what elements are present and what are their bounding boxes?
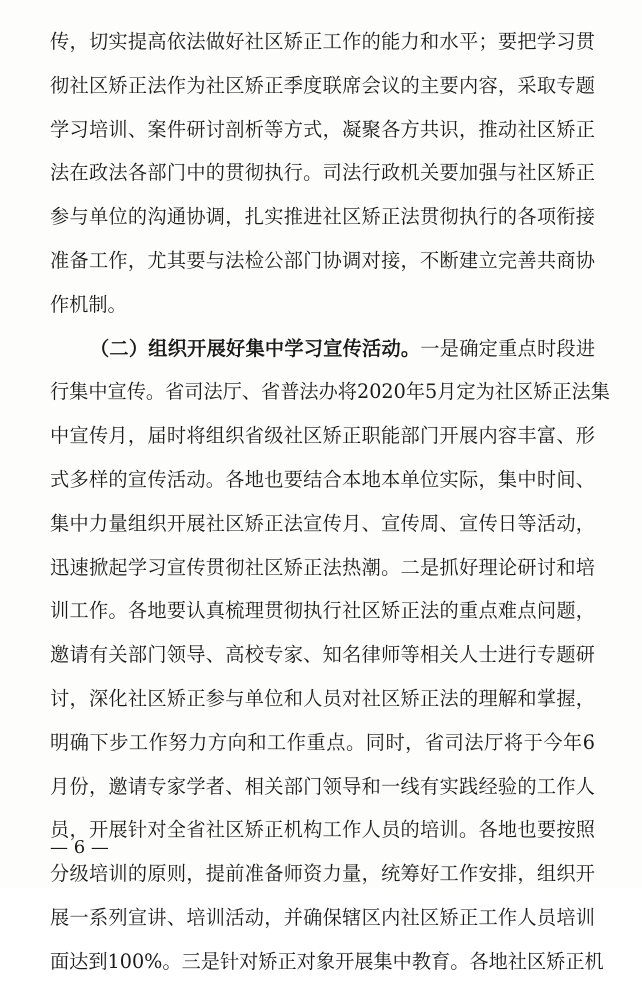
page-number: — 6 — <box>50 837 109 858</box>
text-line: 参与单位的沟通协调，扎实推进社区矫正法贯彻执行的各项衔接 <box>50 205 595 229</box>
text-line: 行集中宣传。省司法厅、省普法办将2020年5月定为社区矫正法集 <box>50 380 610 404</box>
section-heading-line <box>50 327 595 371</box>
text-line: 分级培训的原则，提前准备师资力量，统筹好工作安排，组织开 <box>50 862 595 886</box>
text-line: 明确下步工作努力方向和工作重点。同时，省司法厅将于今年6 <box>50 730 595 754</box>
text-line: 彻社区矫正法作为社区矫正季度联席会议的主要内容，采取专题 <box>50 73 595 97</box>
text-line: 式多样的宣传活动。各地也要结合本地本单位实际，集中时间、 <box>50 467 595 491</box>
text-line: 讨，深化社区矫正参与单位和人员对社区矫正法的理解和掌握， <box>50 686 595 710</box>
text-line: 传，切实提高依法做好社区矫正工作的能力和水平；要把学习贯 <box>50 30 595 53</box>
text-line: 准备工作，尤其要与法检公部门协调对接，不断建立完善共商协 <box>50 248 595 272</box>
text-line: 邀请有关部门领导、高校专家、知名律师等相关人士进行专题研 <box>50 643 595 667</box>
text-line: 迅速掀起学习宣传贯彻社区矫正法热潮。二是抓好理论研讨和培 <box>50 555 595 579</box>
text-line: 法在政法各部门中的贯彻执行。司法行政机关要加强与社区矫正 <box>50 161 595 185</box>
text-line: 集中力量组织开展社区矫正法宣传月、宣传周、宣传日等活动， <box>50 511 595 535</box>
text-line: 中宣传月，届时将组织省级社区矫正职能部门开展内容丰富、形 <box>50 424 595 448</box>
text-line: 展一系列宣讲、培训活动，并确保辖区内社区矫正工作人员培训 <box>50 905 595 929</box>
text-line: 学习培训、案件研讨剖析等方式，凝聚各方共识，推动社区矫正 <box>50 117 595 141</box>
text-line: 作机制。 <box>50 292 127 316</box>
text-line: 面达到100%。三是针对矫正对象开展集中教育。各地社区矫正机 <box>50 949 604 973</box>
text-line: 训工作。各地要认真梳理贯彻执行社区矫正法的重点难点问题， <box>50 599 595 623</box>
text-run: 一是确定重点时段进 <box>420 336 596 360</box>
section-heading: （二）组织开展好集中学习宣传活动。 <box>90 336 421 360</box>
body-text <box>50 20 610 984</box>
text-line: 月份，邀请专家学者、相关部门领导和一线有实践经验的工作人 <box>50 774 595 798</box>
text-line: 员，开展针对全省社区矫正机构工作人员的培训。各地也要按照 <box>50 818 595 842</box>
